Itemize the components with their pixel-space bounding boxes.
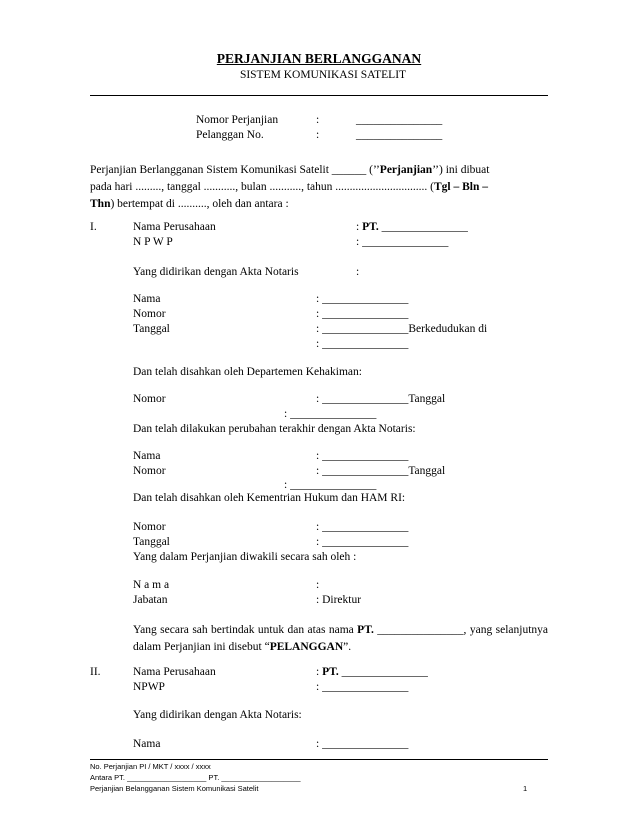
party-1-akta-colon: : [356,266,360,278]
party-1-nomor3-label: Nomor [133,465,166,477]
footer-page-number: 1 [523,784,528,793]
party-1-tanggal4-label: Tanggal [133,536,170,548]
intro-text-1: Perjanjian Berlangganan Sistem Komunikasi Satelit ______ (’’ [90,164,380,176]
party-2-nama-label: Nama [133,738,161,750]
intro-line-1 [90,162,548,179]
party-1-nomor-label: Nomor [133,308,166,320]
party-1-jabatan-label: Jabatan [133,594,168,606]
party-1-tanggal-value[interactable]: : _______________Berkedudukan di [316,323,488,335]
party-2-company-value[interactable] [316,666,428,679]
party-1-nama-label: Nama [133,293,161,305]
party-2-npwp-value[interactable]: : _______________ [316,681,409,693]
intro-text-3: ) bertempat di .........., oleh dan antara : [110,198,289,210]
pelanggan-no-label: Pelanggan No. [196,129,264,141]
party-1-representative-nama-label: N a m a [133,579,170,591]
intro-text-1-end: ’’) ini dibuat [432,164,490,176]
footer-parties: Antara PT. ___________________ PT. ___________________ [90,773,301,782]
party-2-company-label: Nama Perusahaan [133,666,216,678]
party-1-tanggal2-value[interactable]: : _______________ [284,408,377,420]
party-1-disahkan-departemen: Dan telah disahkan oleh Departemen Kehakiman: [133,366,362,378]
party-1-nomor2-value[interactable]: : _______________Tanggal [316,393,446,405]
party-2-company-colon: : [316,666,323,678]
party-1-numeral: I. [90,221,97,233]
party-1-nama3-value[interactable]: : _______________ [316,450,409,462]
party-1-company-pt: PT. [362,221,379,233]
party-2-npwp-label: NPWP [133,681,165,693]
party-1-closing-text: Yang secara sah bertindak untuk dan atas nama [133,624,358,636]
party-1-company-label: Nama Perusahaan [133,221,216,233]
party-1-diwakili: Yang dalam Perjanjian diwakili secara sah oleh : [133,551,357,563]
intro-bold-perjanjian: Perjanjian [379,164,433,176]
nomor-perjanjian-label: Nomor Perjanjian [196,114,279,126]
party-1-nomor-value[interactable]: : _______________ [316,308,409,320]
nomor-perjanjian-colon: : [316,114,320,126]
document-subtitle: SISTEM KOMUNIKASI SATELIT [239,69,407,81]
party-1-nama3-label: Nama [133,450,161,462]
intro-line-3 [90,196,548,213]
intro-bold-thn: Thn [90,198,111,210]
party-1-npwp-label: N P W P [133,236,173,248]
party-1-representative-nama-value[interactable]: : [316,579,320,591]
party-1-tanggal3-value[interactable]: : _______________ [284,479,377,491]
pelanggan-no-colon: : [316,129,320,141]
party-1-nomor4-label: Nomor [133,521,166,533]
party-1-company-value[interactable] [356,221,468,234]
party-2-company-blank: _______________ [338,666,428,678]
party-1-company-blank: _______________ [378,221,468,233]
header-divider [90,95,548,96]
party-2-numeral: II. [90,666,101,678]
party-1-closing-mid: _______________, yang selanjutnya dalam Perjanjian ini disebut “ [133,624,548,653]
party-1-closing-paragraph [133,622,548,656]
party-2-company-pt: PT. [322,666,339,678]
intro-line-2 [90,179,548,196]
party-1-closing-pt: PT. [357,624,374,636]
party-2-nama-value[interactable]: : _______________ [316,738,409,750]
intro-bold-tgl: Tgl – Bln – [434,181,489,193]
party-1-nomor2-label: Nomor [133,393,166,405]
document-title: PERJANJIAN BERLANGGANAN [216,51,422,66]
party-1-tanggal4-value[interactable]: : _______________ [316,536,409,548]
nomor-perjanjian-value[interactable]: _______________ [356,114,443,126]
footer-document-name: Perjanjian Belangganan Sistem Komunikasi Satelit [90,784,259,793]
party-1-kedudukan-value[interactable]: : _______________ [316,338,409,350]
party-1-tanggal-label: Tanggal [133,323,170,335]
intro-paragraph [90,162,548,213]
party-1-nama-value[interactable]: : _______________ [316,293,409,305]
party-1-nomor4-value[interactable]: : _______________ [316,521,409,533]
party-1-closing-end: ”. [343,641,352,653]
party-1-nomor3-value[interactable]: : _______________Tanggal [316,465,446,477]
intro-text-2: pada hari ........., tanggal ..........., bulan ..........., tahun ................................ ( [90,181,434,193]
party-2-akta-label: Yang didirikan dengan Akta Notaris: [133,709,302,721]
pelanggan-no-value[interactable]: _______________ [356,129,443,141]
party-1-closing-pelanggan: PELANGGAN [269,641,344,653]
party-1-npwp-value[interactable]: : _______________ [356,236,449,248]
party-1-akta-label: Yang didirikan dengan Akta Notaris [133,266,299,278]
footer-contract-number: No. Perjanjian PI / MKT / xxxx / xxxx [90,762,211,771]
party-1-disahkan-ham: Dan telah disahkan oleh Kementrian Hukum dan HAM RI: [133,492,406,504]
party-1-jabatan-value: : Direktur [316,594,362,606]
party-1-company-colon: : [356,221,363,233]
party-1-perubahan-heading: Dan telah dilakukan perubahan terakhir dengan Akta Notaris: [133,423,416,435]
footer-divider [90,759,548,760]
